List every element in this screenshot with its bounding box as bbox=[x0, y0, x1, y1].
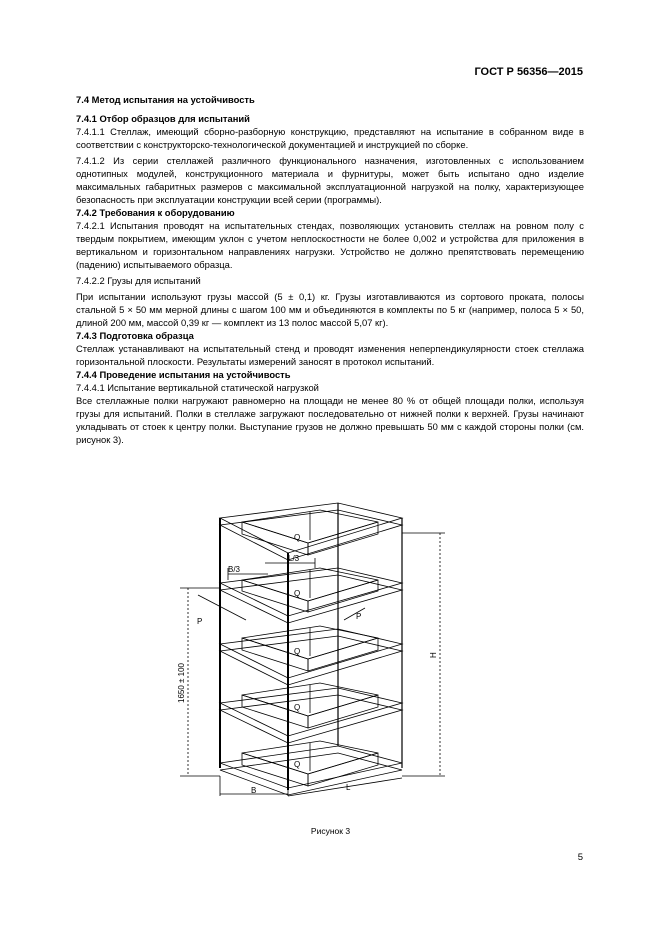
paragraph-7-4-2-2-text: При испытании используют грузы массой (5 ± 0,1) кг. Грузы изготавливаются из сортового проката, полосы стальной 5 × 50 мм мерной длины с шагом 100 мм и объединяются в комплекты по 5 кг (например, полоса 5 × 50, длиной 200 мм, массой 0,39 кг — комплект из 13 полос массой 5,07 кг). bbox=[76, 291, 584, 328]
load-label-q-3: Q bbox=[294, 647, 301, 656]
paragraph-7-4-4-1-title: 7.4.4.1 Испытание вертикальной статической нагрузкой bbox=[76, 382, 319, 393]
section-7-4-3-title: 7.4.3 Подготовка образца bbox=[76, 330, 194, 341]
paragraph-7-4-1-1: 7.4.1.1 Стеллаж, имеющий сборно-разборную конструкцию, представляют на испытание в собранном виде в соответствии с конструкторско-технологической документацией и инструкцией по сборке. bbox=[76, 126, 584, 150]
shelf-drawing bbox=[170, 488, 460, 818]
section-7-4-4-title: 7.4.4 Проведение испытания на устойчивость bbox=[76, 369, 291, 380]
page-number: 5 bbox=[577, 852, 583, 863]
dim-b-label: B bbox=[251, 786, 257, 795]
dim-b3-label: B/3 bbox=[228, 565, 241, 574]
document-body bbox=[76, 93, 584, 446]
dim-l-label: L bbox=[346, 783, 351, 792]
dim-height-label: 1650 ± 100 bbox=[177, 663, 186, 703]
paragraph-7-4-3: Стеллаж устанавливают на испытательный стенд и проводят изменения неперпендикулярности стоек стеллажа горизонтальной плоскости. Результаты измерений заносят в протокол испытаний. bbox=[76, 343, 584, 367]
paragraph-7-4-1-2: 7.4.1.2 Из серии стеллажей различного функционального назначения, изготовленных с использованием однотипных модулей, конструкционного материала и фурнитуры, может быть испытано одно изделие максимальных габаритных размеров с максимальной эксплуатационной нагрузкой на полку, характеризующее безопасность при эксплуатации конструкции всей серии (программы). bbox=[76, 155, 584, 205]
load-label-q-2: Q bbox=[294, 589, 301, 598]
load-label-q-1: Q bbox=[294, 533, 301, 542]
load-label-q-4: Q bbox=[294, 703, 301, 712]
document-id: ГОСТ Р 56356—2015 bbox=[474, 66, 583, 78]
section-7-4-title: 7.4 Метод испытания на устойчивость bbox=[76, 94, 255, 105]
paragraph-7-4-4-1-text: Все стеллажные полки нагружают равномерно на площади не менее 80 % от общей площади полки, используя грузы для испытаний. Полки в стеллаже загружают последовательно от нижней полки к верхней. Грузы начинают укладывать от стоек к центру полки. Выступание грузов не должно превышать 50 мм с каждой стороны полки (см. рисунок 3). bbox=[76, 395, 584, 445]
section-7-4-1-title: 7.4.1 Отбор образцов для испытаний bbox=[76, 113, 250, 124]
paragraph-7-4-2-2-title: 7.4.2.2 Грузы для испытаний bbox=[76, 275, 201, 286]
dim-h-label: H bbox=[429, 652, 438, 658]
figure-3-shelf-diagram bbox=[170, 488, 460, 818]
force-p-left-label: P bbox=[197, 617, 203, 626]
section-7-4-2-title: 7.4.2 Требования к оборудованию bbox=[76, 207, 235, 218]
paragraph-7-4-2-1: 7.4.2.1 Испытания проводят на испытательных стендах, позволяющих установить стеллаж на ровном полу с твердым покрытием, имеющим уклон с учетом неплоскостности не более 0,002 и устройства для приложения в вертикальном и горизонтальном направлениях нагрузки. Устройство не должно препятствовать перемещению (падению) испытываемого образца. bbox=[76, 220, 584, 270]
force-p-right-label: P bbox=[356, 612, 362, 621]
load-label-q-5: Q bbox=[294, 760, 301, 769]
dim-l3-label: L/3 bbox=[288, 554, 300, 563]
figure-caption: Рисунок 3 bbox=[310, 826, 351, 836]
